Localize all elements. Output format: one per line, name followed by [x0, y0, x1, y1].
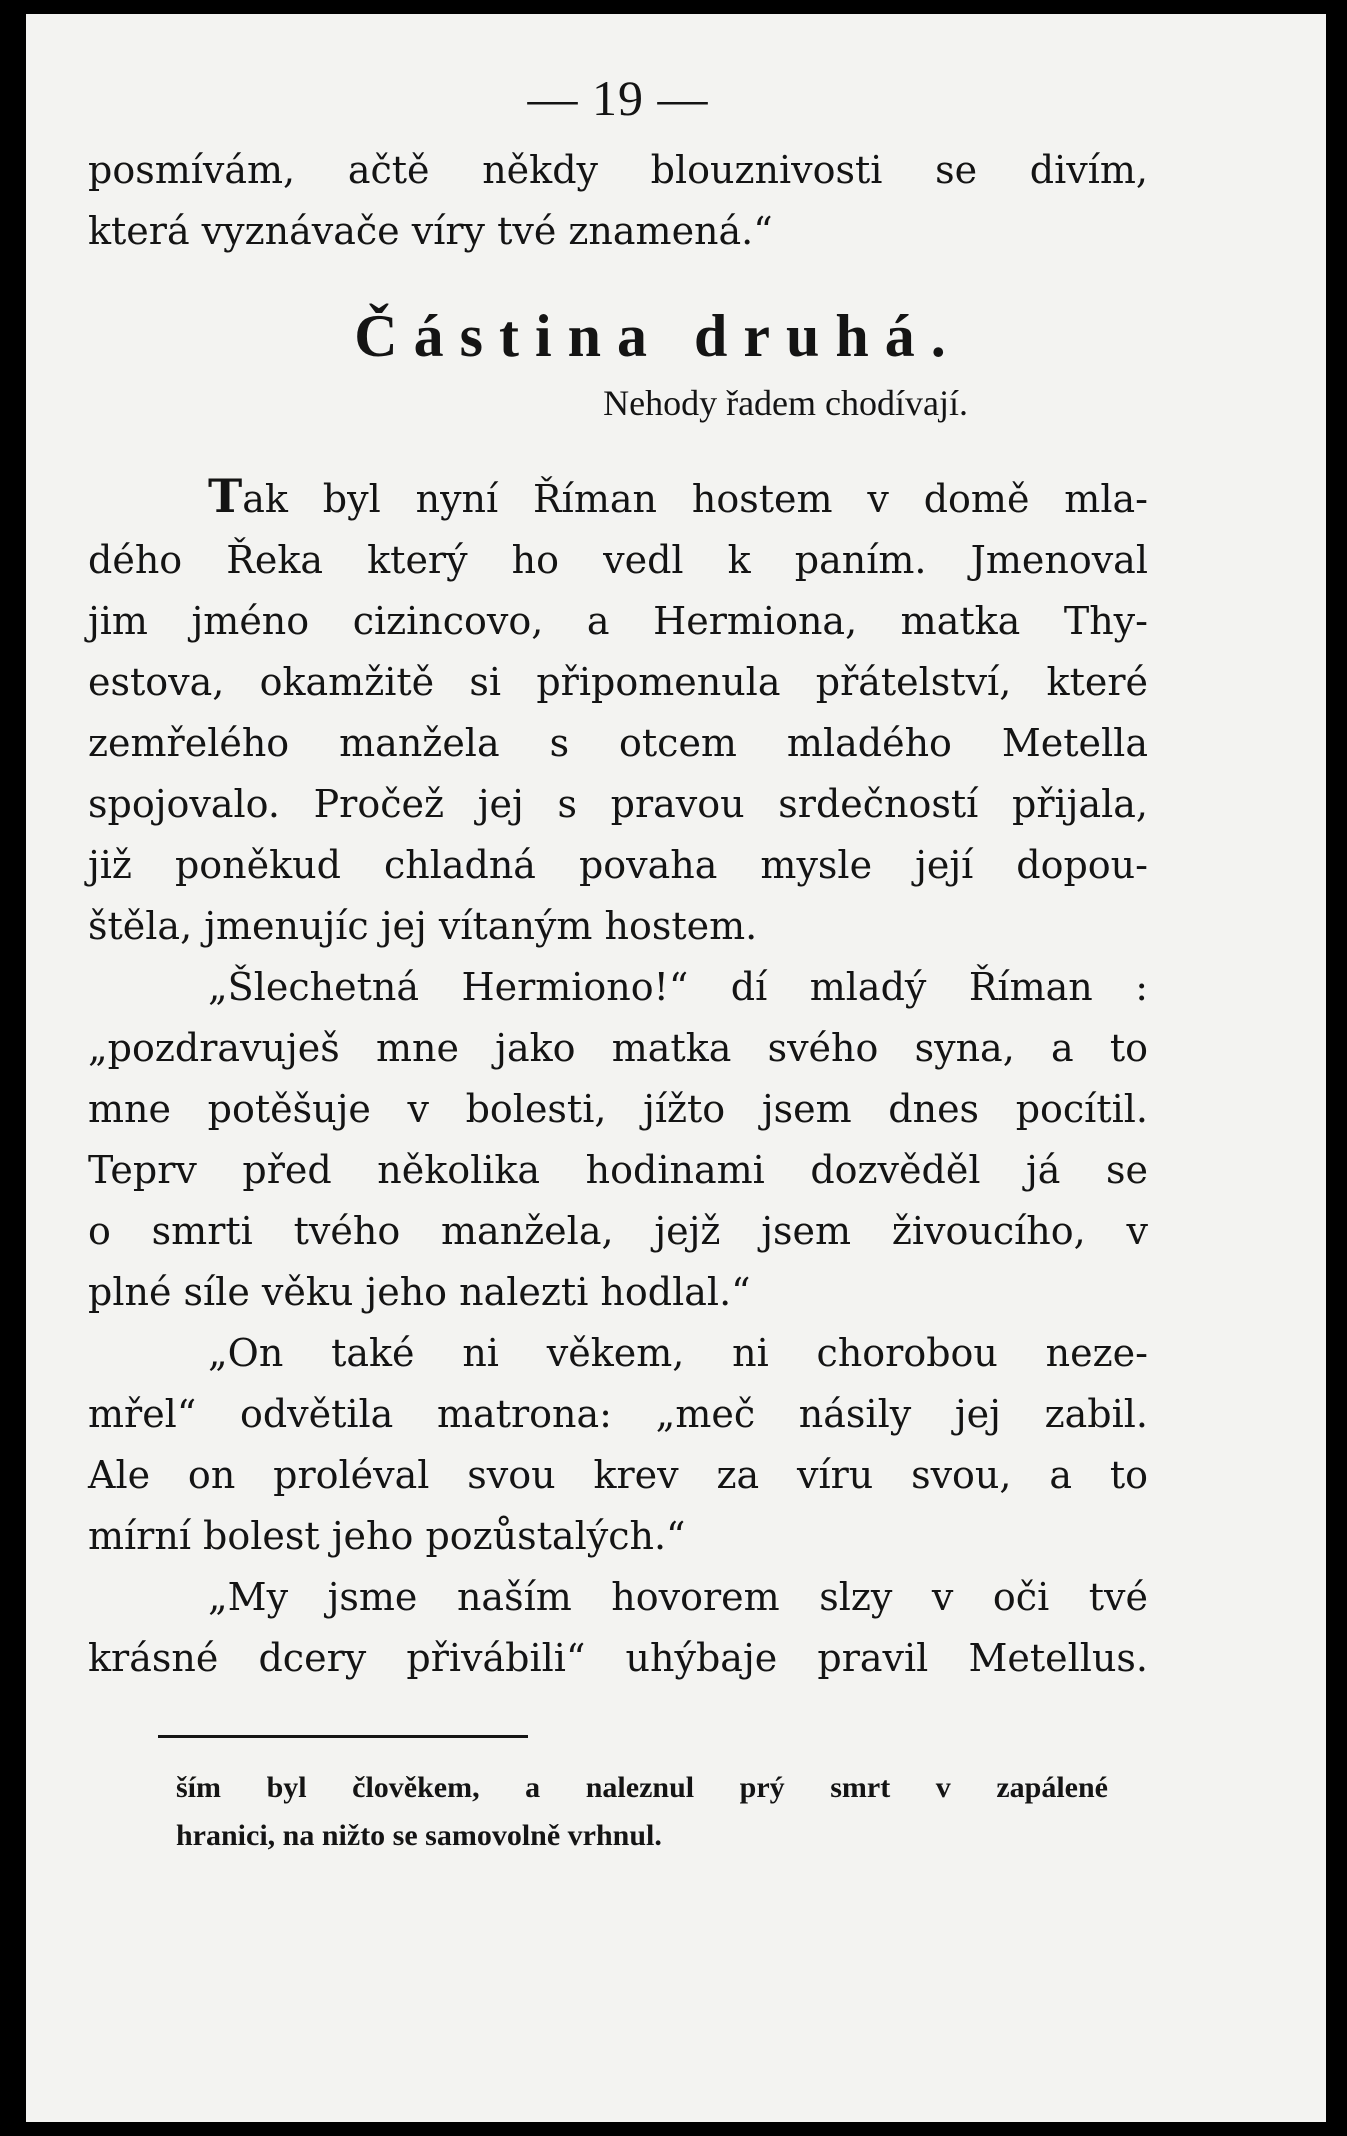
text-line: která vyznávače víry tvé znamená.“ [88, 209, 773, 253]
paragraph-1 [88, 466, 1148, 957]
text-line: Ale on proléval svou krev za víru svou, a to [88, 1453, 1148, 1497]
paragraph-3 [88, 1323, 1148, 1567]
opening-paragraph [88, 140, 1148, 262]
text-line: „Šlechetná Hermiono!“ dí mladý Říman : [208, 965, 1148, 1009]
paragraph-4 [88, 1567, 1148, 1689]
footnote-rule [158, 1735, 528, 1738]
text-line [88, 466, 1148, 530]
text-line: posmívám, ačtě někdy blouznivosti se divím, [88, 148, 1148, 192]
section-motto: Nehody řadem chodívají. [603, 383, 968, 423]
text-line: mne potěšuje v bolesti, jížto jsem dnes pocítil. [88, 1087, 1148, 1131]
text-line: mřel“ odvětila matrona: „meč násily jej zabil. [88, 1392, 1148, 1436]
text-line: spojovalo. Pročež jej s pravou srdečností přijala, [88, 782, 1148, 826]
page-content [88, 68, 1148, 1860]
text-line: „pozdravuješ mne jako matka svého syna, a to [88, 1026, 1148, 1070]
text-line: mírní bolest jeho pozůstalých.“ [88, 1514, 686, 1558]
text-line: o smrti tvého manžela, jejž jsem živoucího, v [88, 1209, 1148, 1253]
footnote-line: hranici, na nižto se samovolně vrhnul. [176, 1819, 662, 1852]
text-line: plné síle věku jeho nalezti hodlal.“ [88, 1270, 751, 1314]
text-line: „On také ni věkem, ni chorobou neze- [208, 1331, 1148, 1375]
text-line: „My jsme naším hovorem slzy v oči tvé [208, 1575, 1148, 1619]
page-number: — 19 — [527, 70, 709, 126]
text-line: Teprv před několika hodinami dozvěděl já se [88, 1148, 1148, 1192]
text-line: zemřelého manžela s otcem mladého Metella [88, 721, 1148, 765]
text-line: štěla, jmenujíc jej vítaným hostem. [88, 904, 758, 948]
book-page [26, 14, 1326, 2122]
paragraph-2 [88, 957, 1148, 1323]
section-title: Částina druhá. [354, 303, 962, 369]
text-line: jim jméno cizincovo, a Hermiona, matka Thy- [88, 599, 1148, 643]
text-line: estova, okamžitě si připomenula přátelství, které [88, 660, 1148, 704]
text-line: dého Řeka který ho vedl k paním. Jmenoval [88, 538, 1148, 582]
footnote [88, 1764, 1148, 1860]
initial-letter: T [208, 469, 243, 523]
text-line: již poněkud chladná povaha mysle její dopou- [88, 843, 1148, 887]
first-line-rest: ak byl nyní Říman hostem v domě mla- [242, 477, 1148, 521]
text-line: krásné dcery přivábili“ uhýbaje pravil Metellus. [88, 1636, 1148, 1680]
footnote-line: ším byl člověkem, a naleznul prý smrt v zapálené [176, 1771, 1108, 1804]
